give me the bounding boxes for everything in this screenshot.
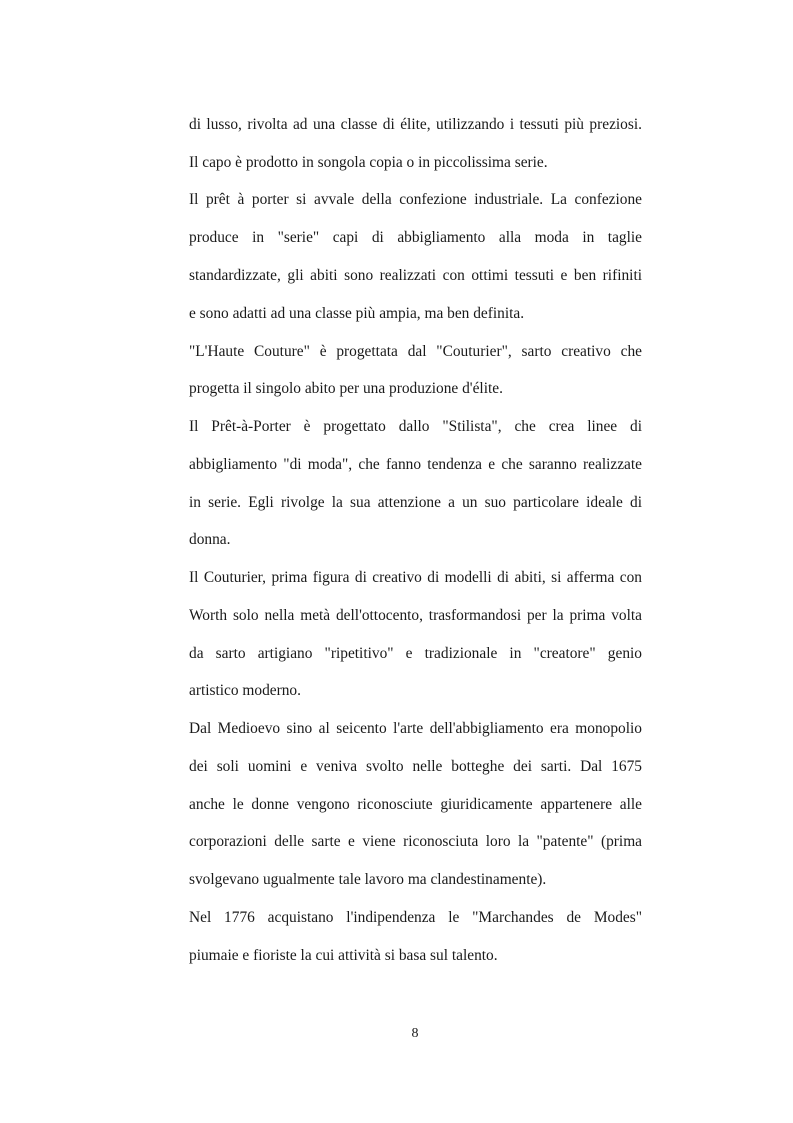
- text-line: Worth solo nella metà dell'ottocento, trasformandosi per la prima volta: [189, 607, 642, 624]
- text-line: Il prêt à porter si avvale della confezione industriale. La confezione: [189, 191, 642, 208]
- text-line: anche le donne vengono riconosciute giuridicamente appartenere alle: [189, 796, 642, 813]
- text-line: dei soli uomini e veniva svolto nelle botteghe dei sarti. Dal 1675: [189, 758, 642, 775]
- text-line: Nel 1776 acquistano l'indipendenza le "Marchandes de Modes": [189, 909, 642, 926]
- text-line: corporazioni delle sarte e viene riconosciuta loro la "patente" (prima: [189, 833, 642, 850]
- text-line: standardizzate, gli abiti sono realizzati con ottimi tessuti e ben rifiniti: [189, 267, 642, 284]
- text-line: progetta il singolo abito per una produzione d'élite.: [189, 380, 503, 397]
- text-line: in serie. Egli rivolge la sua attenzione a un suo particolare ideale di: [189, 494, 642, 511]
- text-line: e sono adatti ad una classe più ampia, ma ben definita.: [189, 305, 525, 322]
- text-line: da sarto artigiano "ripetitivo" e tradizionale in "creatore" genio: [189, 645, 642, 662]
- text-line: produce in "serie" capi di abbigliamento alla moda in taglie: [189, 229, 642, 246]
- text-line: di lusso, rivolta ad una classe di élite, utilizzando i tessuti più preziosi.: [189, 116, 642, 133]
- text-line: piumaie e fioriste la cui attività si basa sul talento.: [189, 947, 498, 964]
- page-number: 8: [411, 1026, 419, 1041]
- text-line: Il capo è prodotto in songola copia o in piccolissima serie.: [189, 154, 548, 171]
- text-line: "L'Haute Couture" è progettata dal "Couturier", sarto creativo che: [189, 343, 642, 360]
- text-line: artistico moderno.: [189, 682, 301, 699]
- text-line: Il Couturier, prima figura di creativo di modelli di abiti, si afferma con: [189, 569, 642, 586]
- text-line: Dal Medioevo sino al seicento l'arte dell'abbigliamento era monopolio: [189, 720, 642, 737]
- text-line: abbigliamento "di moda", che fanno tendenza e che saranno realizzate: [189, 456, 642, 473]
- text-line: donna.: [189, 531, 231, 548]
- text-line: svolgevano ugualmente tale lavoro ma clandestinamente).: [189, 871, 547, 888]
- text-line: Il Prêt-à-Porter è progettato dallo "Stilista", che crea linee di: [189, 418, 642, 435]
